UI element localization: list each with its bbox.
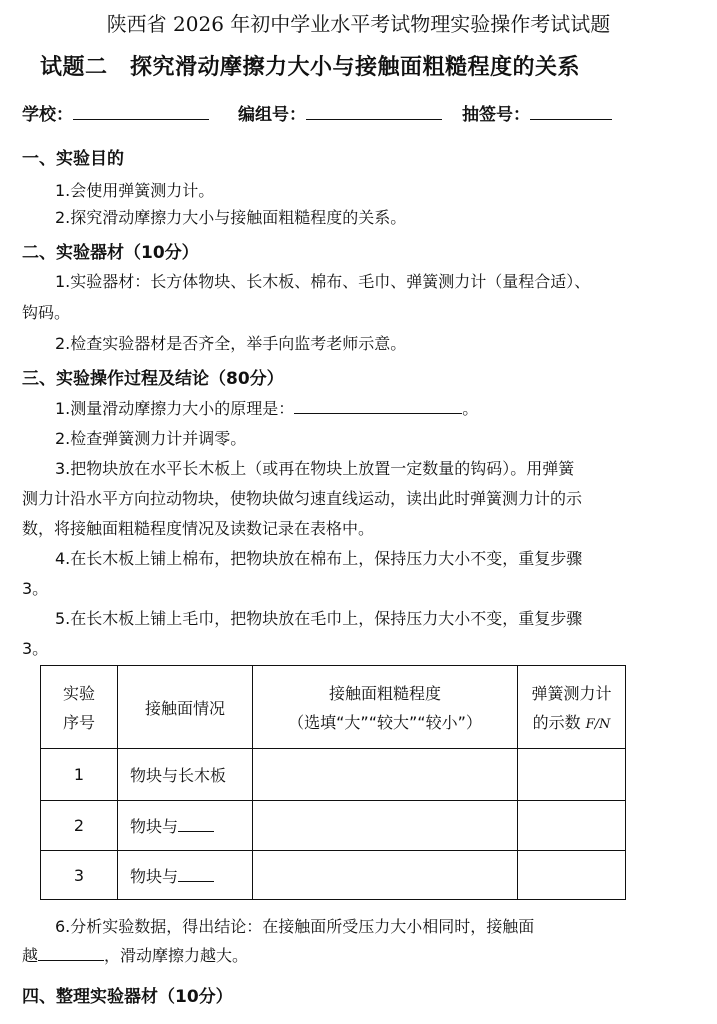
row-surface: 物块与长木板 bbox=[118, 749, 253, 801]
school-blank bbox=[73, 103, 209, 120]
step4-line2: 3。 bbox=[22, 579, 49, 598]
row-force-cell[interactable] bbox=[518, 851, 626, 900]
header-force-line2 bbox=[518, 710, 625, 733]
question-title: 试题二 探究滑动摩擦力大小与接触面粗糙程度的关系 bbox=[40, 54, 581, 80]
draw-label: 抽签号： bbox=[462, 105, 530, 125]
step1 bbox=[55, 396, 478, 419]
header-trial-line2: 序号 bbox=[62, 713, 95, 732]
school-label: 学校： bbox=[22, 105, 73, 125]
step5-line2: 3。 bbox=[22, 639, 49, 658]
step1-text: 1.测量滑动摩擦力大小的原理是： bbox=[55, 399, 295, 418]
step6-suffix: ，滑动摩擦力越大。 bbox=[104, 946, 249, 965]
header-force bbox=[518, 666, 626, 749]
row-force-cell[interactable] bbox=[518, 749, 626, 801]
surface-blank bbox=[178, 817, 214, 832]
row-roughness-cell[interactable] bbox=[253, 801, 518, 851]
header-force-line1: 弹簧测力计 bbox=[531, 684, 612, 703]
section1-item: 2.探究滑动摩擦力大小与接触面粗糙程度的关系。 bbox=[55, 208, 407, 227]
row-force-cell[interactable] bbox=[518, 801, 626, 851]
row-roughness-cell[interactable] bbox=[253, 749, 518, 801]
table-row bbox=[41, 801, 626, 851]
row-surface-text: 物块与 bbox=[130, 866, 179, 886]
section2-heading: 二、实验器材（10分） bbox=[22, 243, 199, 263]
header-surface: 接触面情况 bbox=[118, 666, 253, 749]
group-field bbox=[238, 100, 442, 125]
conclusion-blank bbox=[38, 944, 104, 961]
step6-line1: 6.分析实验数据，得出结论：在接触面所受压力大小相同时，接触面 bbox=[55, 917, 535, 936]
header-roughness-line1: 接触面粗糙程度 bbox=[328, 684, 441, 703]
header-trial-line1: 实验 bbox=[62, 684, 95, 703]
header-trial-no bbox=[41, 666, 118, 749]
row-surface bbox=[118, 851, 253, 900]
row-no: 3 bbox=[41, 851, 118, 900]
row-roughness-cell[interactable] bbox=[253, 851, 518, 900]
header-force-unit: F/N bbox=[585, 717, 611, 732]
section2-item2: 2.检查实验器材是否齐全，举手向监考老师示意。 bbox=[55, 334, 407, 353]
group-label: 编组号： bbox=[238, 105, 306, 125]
table-row bbox=[41, 851, 626, 900]
surface-blank bbox=[178, 867, 214, 882]
table-header-row bbox=[41, 666, 626, 749]
header-roughness bbox=[253, 666, 518, 749]
row-no: 2 bbox=[41, 801, 118, 851]
exam-title: 陕西省 2026 年初中学业水平考试物理实验操作考试试题 bbox=[106, 12, 611, 36]
table-row bbox=[41, 749, 626, 801]
step3-line2: 测力计沿水平方向拉动物块，使物块做匀速直线运动，读出此时弹簧测力计的示 bbox=[22, 489, 583, 508]
section3-heading: 三、实验操作过程及结论（80分） bbox=[22, 369, 284, 389]
section4-heading: 四、整理实验器材（10分） bbox=[22, 987, 233, 1007]
draw-blank bbox=[530, 103, 612, 120]
experiment-table bbox=[40, 665, 626, 900]
group-blank bbox=[306, 103, 442, 120]
step4-line1: 4.在长木板上铺上棉布，把物块放在棉布上，保持压力大小不变，重复步骤 bbox=[55, 549, 583, 568]
header-force-prefix: 的示数 bbox=[532, 713, 586, 732]
step6-line2 bbox=[22, 943, 248, 966]
section2-item1-line2: 钩码。 bbox=[22, 303, 71, 322]
step5-line1: 5.在长木板上铺上毛巾，把物块放在毛巾上，保持压力大小不变，重复步骤 bbox=[55, 609, 583, 628]
section1-item: 1.会使用弹簧测力计。 bbox=[55, 181, 215, 200]
step2: 2.检查弹簧测力计并调零。 bbox=[55, 429, 247, 448]
header-roughness-line2: （选填“大”“较大”“较小”） bbox=[288, 713, 482, 732]
school-field bbox=[22, 100, 209, 125]
principle-blank bbox=[294, 397, 462, 414]
step3-line3: 数，将接触面粗糙程度情况及读数记录在表格中。 bbox=[22, 519, 375, 538]
row-surface-text: 物块与 bbox=[130, 817, 179, 836]
section1-heading: 一、实验目的 bbox=[22, 149, 124, 169]
row-surface bbox=[118, 801, 253, 851]
section2-item1-line1: 1.实验器材：长方体物块、长木板、棉布、毛巾、弹簧测力计（量程合适）、 bbox=[55, 272, 591, 291]
step1-end: 。 bbox=[462, 399, 479, 418]
step3-line1: 3.把物块放在水平长木板上（或再在物块上放置一定数量的钩码）。用弹簧 bbox=[55, 459, 575, 478]
step6-prefix: 越 bbox=[22, 946, 39, 965]
draw-field bbox=[462, 100, 612, 125]
row-no: 1 bbox=[41, 749, 118, 801]
